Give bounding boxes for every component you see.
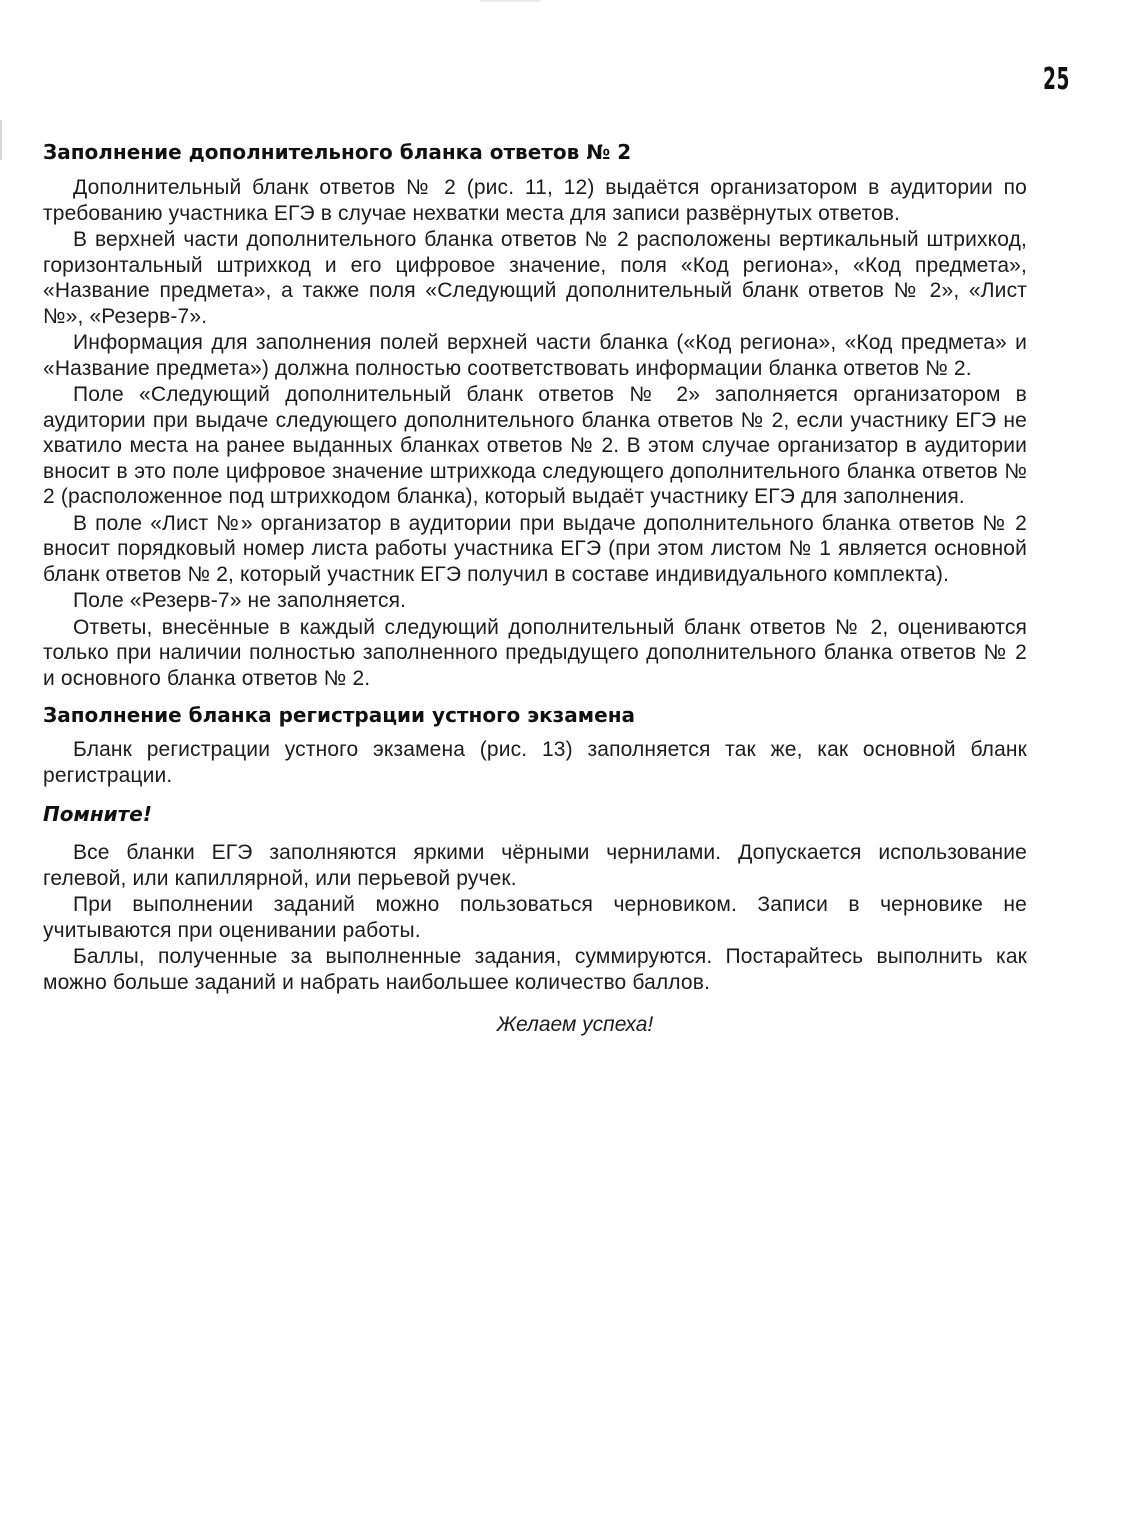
remember-heading: Помните! [43,802,152,826]
paragraph: Поле «Следующий дополнительный бланк ответов № 2» заполняется организатором в аудитории при выдаче следующего дополнительного бланка ответов № 2, если участнику ЕГЭ не хватило места на ранее выданных бланках ответов № 2. В этом случае организатор в аудитории вносит в это поле цифровое значение штрихкода следующего дополнительного бланка ответов № 2 (расположенное под штрихкодом бланка), который выдаёт участнику ЕГЭ для заполнения. [43,383,1027,508]
paragraph: В верхней части дополнительного бланка ответов № 2 расположены вертикальный штрихкод, горизонтальный штрихкод и его цифровое значение, поля «Код региона», «Код предмета», «Название предмета», а также поля «Следующий дополнительный бланк ответов № 2», «Лист №», «Резерв-7». [43,228,1027,328]
paragraph: Все бланки ЕГЭ заполняются яркими чёрными чернилами. Допускается использование гелевой, или капиллярной, или перьевой ручек. [43,841,1027,890]
scan-top-mark [480,0,540,2]
page-content [43,140,1027,1037]
closing-wish: Желаем успеха! [496,1013,654,1036]
paragraph: Ответы, внесённые в каждый следующий дополнительный бланк ответов № 2, оцениваются только при наличии полностью заполненного предыдущего дополнительного бланка ответов № 2 и основного бланка ответов № 2. [43,615,1027,690]
paragraph: При выполнении заданий можно пользоваться черновиком. Записи в черновике не учитываются при оценивании работы. [43,893,1027,942]
page-number: 25 [1043,62,1071,97]
paragraph: Информация для заполнения полей верхней части бланка («Код региона», «Код предмета» и «Название предмета») должна полностью соответствовать информации бланка ответов № 2. [43,331,1027,380]
section-heading-oral-exam-registration: Заполнение бланка регистрации устного экзамена [43,703,636,727]
section-heading-additional-answer-form: Заполнение дополнительного бланка ответов № 2 [43,140,632,164]
paragraph: Баллы, полученные за выполненные задания, суммируются. Постарайтесь выполнить как можно больше заданий и набрать наибольшее количество баллов. [43,945,1027,994]
paragraph: Бланк регистрации устного экзамена (рис. 13) заполняется так же, как основной бланк регистрации. [43,738,1027,787]
paragraph: В поле «Лист №» организатор в аудитории при выдаче дополнительного бланка ответов № 2 вносит порядковый номер листа работы участника ЕГЭ (при этом листом № 1 является основной бланк ответов № 2, который участник ЕГЭ получил в составе индивидуального комплекта). [43,511,1027,586]
paragraph: Дополнительный бланк ответов № 2 (рис. 11, 12) выдаётся организатором в аудитории по требованию участника ЕГЭ в случае нехватки места для записи развёрнутых ответов. [43,176,1027,225]
scan-edge-mark [0,120,2,160]
paragraph: Поле «Резерв-7» не заполняется. [73,589,407,612]
